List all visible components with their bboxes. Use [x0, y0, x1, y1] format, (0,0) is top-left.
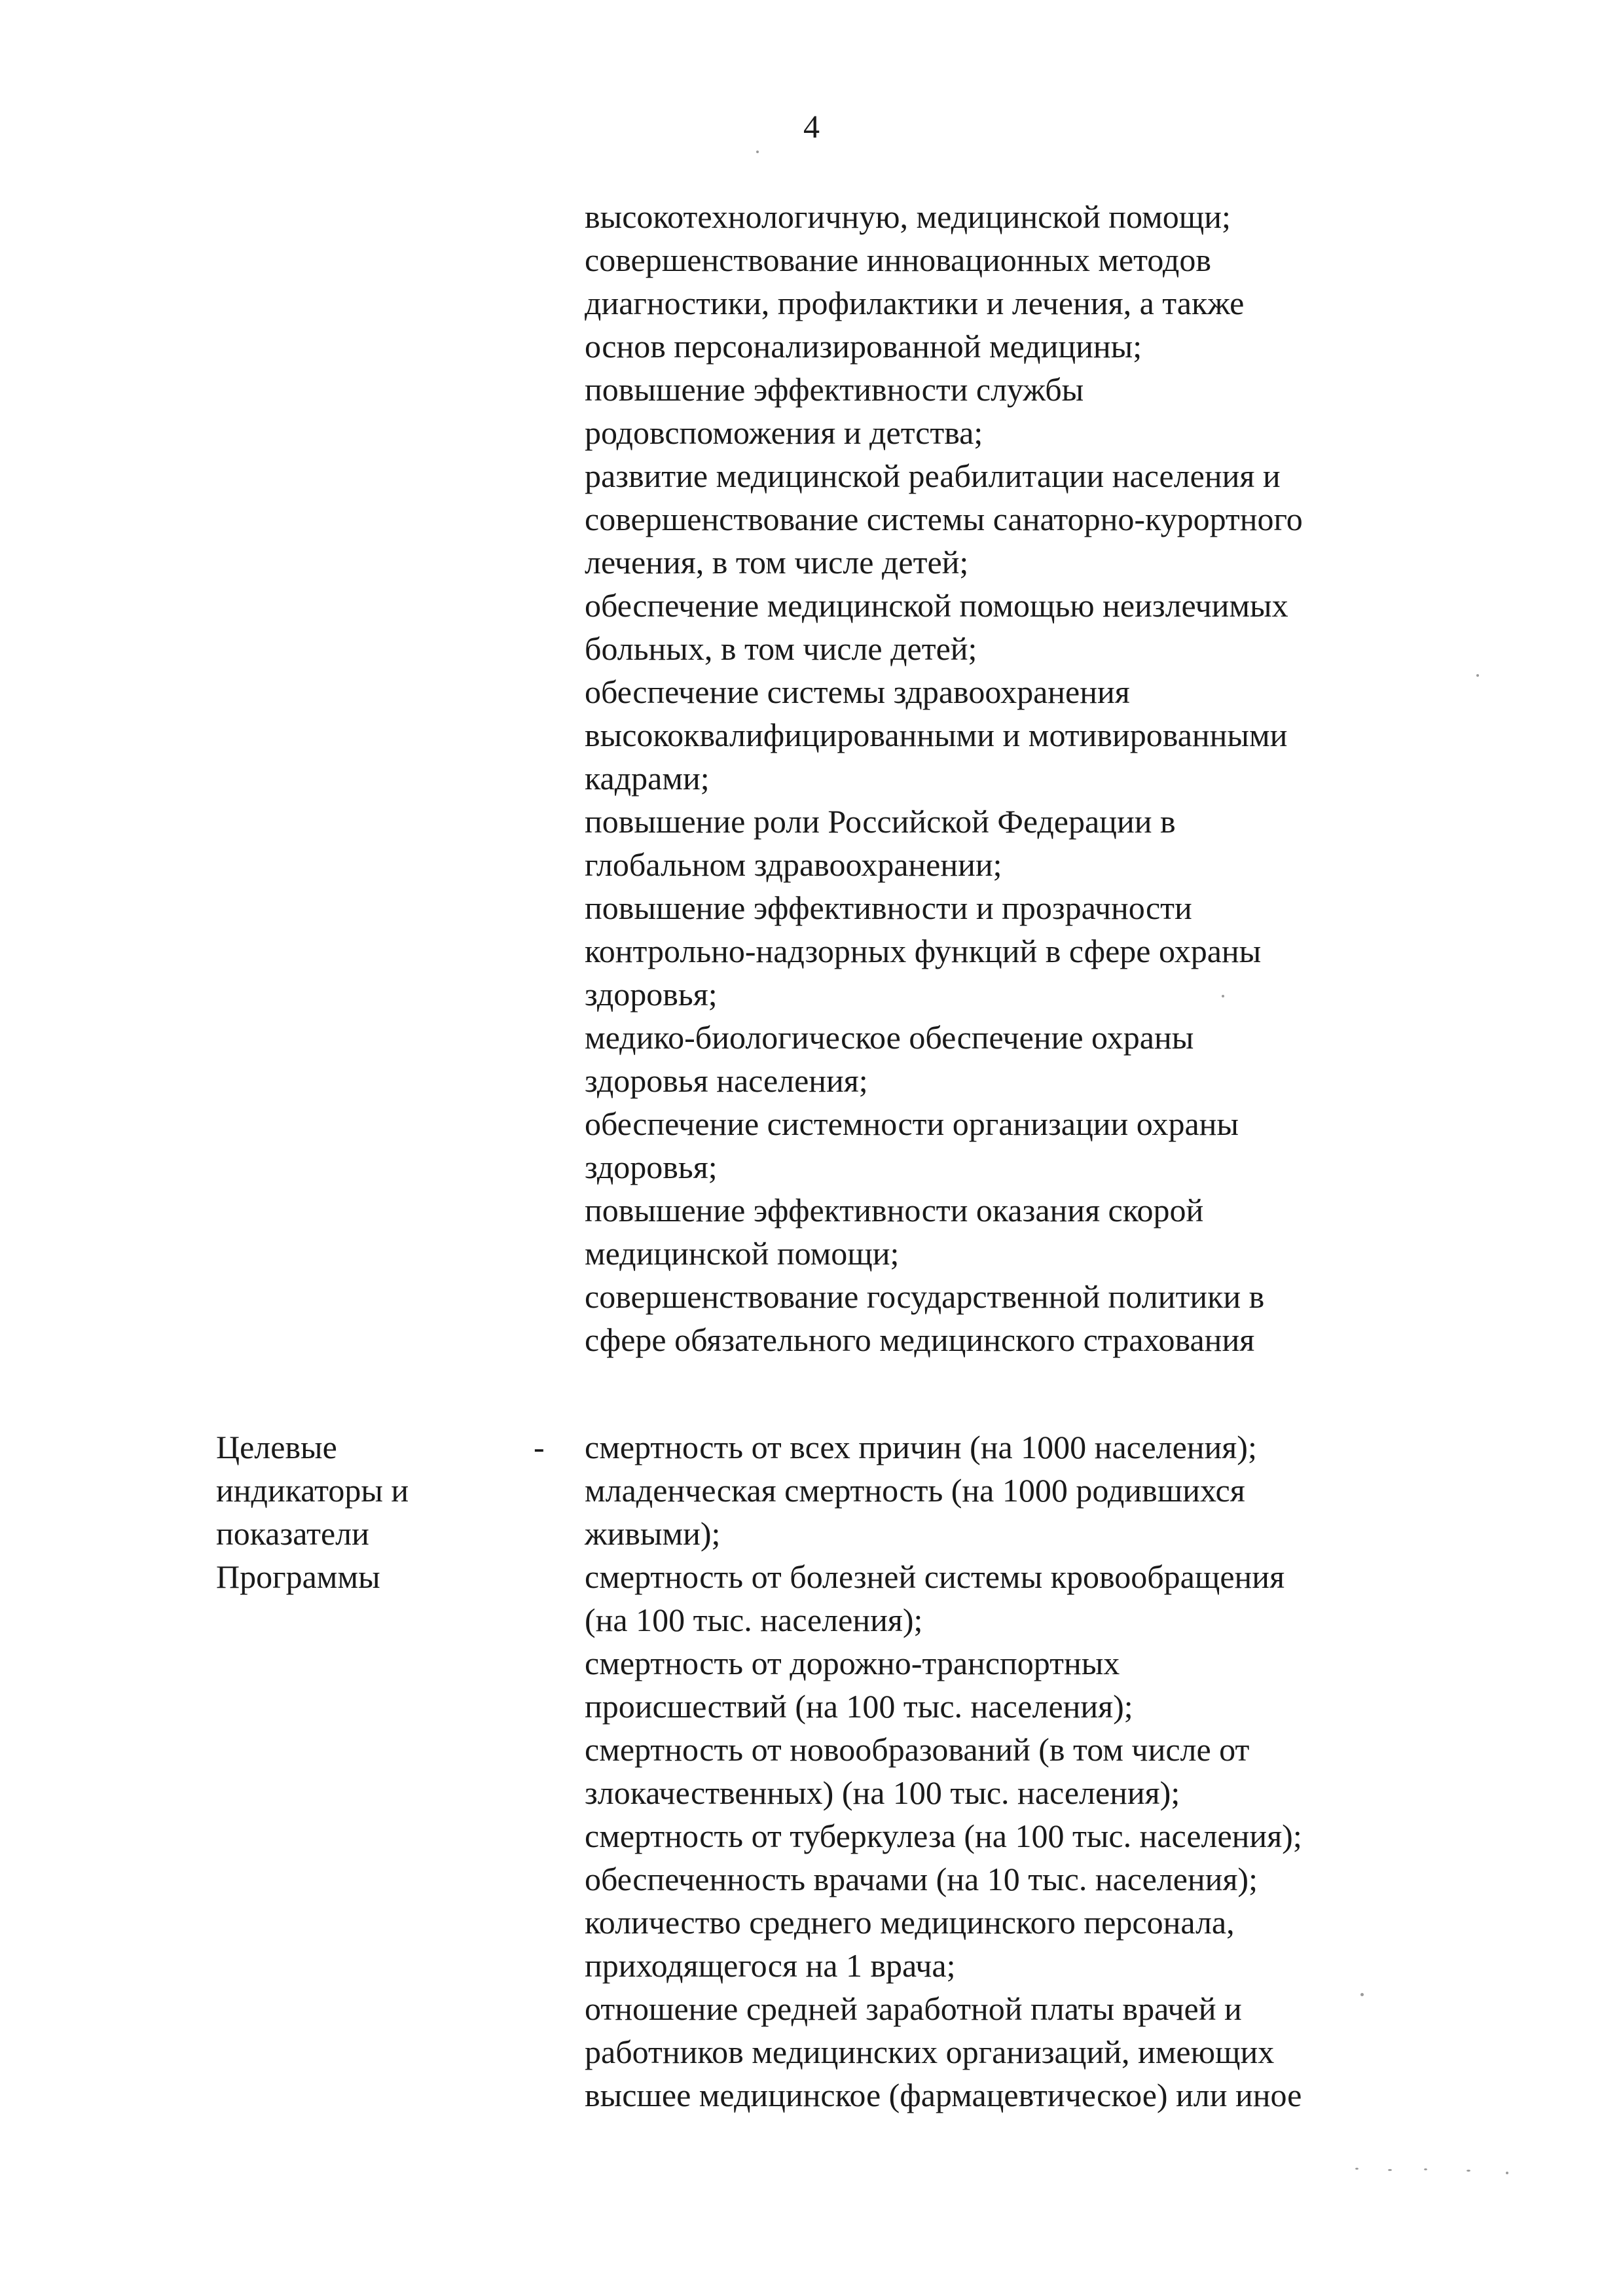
indicator-line: количество среднего медицинского персонала,	[585, 1904, 1235, 1941]
objective-line: повышение эффективности оказания скорой	[585, 1192, 1204, 1229]
indicators-list	[585, 1426, 1501, 2117]
indicator-line: живыми);	[585, 1515, 721, 1552]
indicator-line: злокачественных) (на 100 тыс. населения);	[585, 1774, 1180, 1811]
scan-speck	[1388, 2169, 1392, 2171]
indicator-line: обеспеченность врачами (на 10 тыс. населения);	[585, 1861, 1258, 1897]
indicator-line: смертность от дорожно-транспортных	[585, 1645, 1120, 1681]
indicator-line: смертность от новообразований (в том числе от	[585, 1731, 1250, 1768]
objective-line: совершенствование системы санаторно-курортного	[585, 501, 1303, 537]
indicator-line: высшее медицинское (фармацевтическое) или иное	[585, 2077, 1302, 2113]
indicators-label-line: Программы	[216, 1558, 380, 1595]
indicator-line: происшествий (на 100 тыс. населения);	[585, 1688, 1133, 1725]
objective-line: медико-биологическое обеспечение охраны	[585, 1019, 1194, 1056]
objective-line: высококвалифицированными и мотивированными	[585, 717, 1288, 753]
objective-line: контрольно-надзорных функций в сфере охраны	[585, 933, 1262, 969]
indicators-label	[216, 1426, 491, 1598]
objective-line: лечения, в том числе детей;	[585, 544, 969, 581]
objective-line: сфере обязательного медицинского страхования	[585, 1321, 1255, 1358]
scan-speck	[1506, 2172, 1508, 2174]
objectives-list	[585, 195, 1501, 1361]
indicators-label-line: показатели	[216, 1515, 369, 1552]
objective-line: кадрами;	[585, 760, 710, 797]
objective-line: родовспоможения и детства;	[585, 414, 983, 451]
objective-line: обеспечение медицинской помощью неизлечимых	[585, 587, 1288, 624]
objective-line: повышение эффективности и прозрачности	[585, 889, 1192, 926]
scan-speck	[1355, 2168, 1359, 2170]
objective-line: здоровья населения;	[585, 1062, 868, 1099]
indicator-line: смертность от туберкулеза (на 100 тыс. населения);	[585, 1818, 1302, 1854]
scan-speck	[1424, 2168, 1427, 2170]
objective-line: глобальном здравоохранении;	[585, 846, 1002, 883]
objective-line: медицинской помощи;	[585, 1235, 900, 1272]
indicator-line: приходящегося на 1 врача;	[585, 1947, 956, 1984]
objective-line: повышение эффективности службы	[585, 371, 1084, 408]
indicator-line: (на 100 тыс. населения);	[585, 1602, 923, 1638]
scan-speck	[1476, 674, 1479, 677]
objective-line: совершенствование инновационных методов	[585, 242, 1211, 278]
indicators-label-line: Целевые	[216, 1429, 337, 1465]
label-separator-dash: -	[534, 1429, 545, 1465]
objective-line: здоровья;	[585, 976, 718, 1013]
objective-line: больных, в том числе детей;	[585, 630, 977, 667]
objective-line: развитие медицинской реабилитации населения и	[585, 457, 1281, 494]
scan-speck	[1360, 1993, 1364, 1996]
objective-line: повышение роли Российской Федерации в	[585, 803, 1176, 840]
objective-line: здоровья;	[585, 1149, 718, 1185]
indicators-label-line: индикаторы и	[216, 1472, 409, 1509]
indicator-line: младенческая смертность (на 1000 родившихся	[585, 1472, 1245, 1509]
objective-line: диагностики, профилактики и лечения, а также	[585, 285, 1245, 321]
objective-line: обеспечение системы здравоохранения	[585, 673, 1130, 710]
objective-line: совершенствование государственной политики в	[585, 1278, 1265, 1315]
scan-speck	[1467, 2170, 1470, 2172]
page-number: 4	[803, 108, 820, 145]
indicator-line: смертность от болезней системы кровообращения	[585, 1558, 1285, 1595]
scan-speck	[1222, 995, 1224, 997]
objective-line: обеспечение системности организации охраны	[585, 1105, 1239, 1142]
scan-speck	[756, 151, 759, 153]
indicator-line: отношение средней заработной платы врачей и	[585, 1990, 1242, 2027]
indicator-line: работников медицинских организаций, имеющих	[585, 2034, 1275, 2070]
objective-line: высокотехнологичную, медицинской помощи;	[585, 198, 1231, 235]
indicator-line: смертность от всех причин (на 1000 населения);	[585, 1429, 1257, 1465]
objective-line: основ персонализированной медицины;	[585, 328, 1142, 365]
